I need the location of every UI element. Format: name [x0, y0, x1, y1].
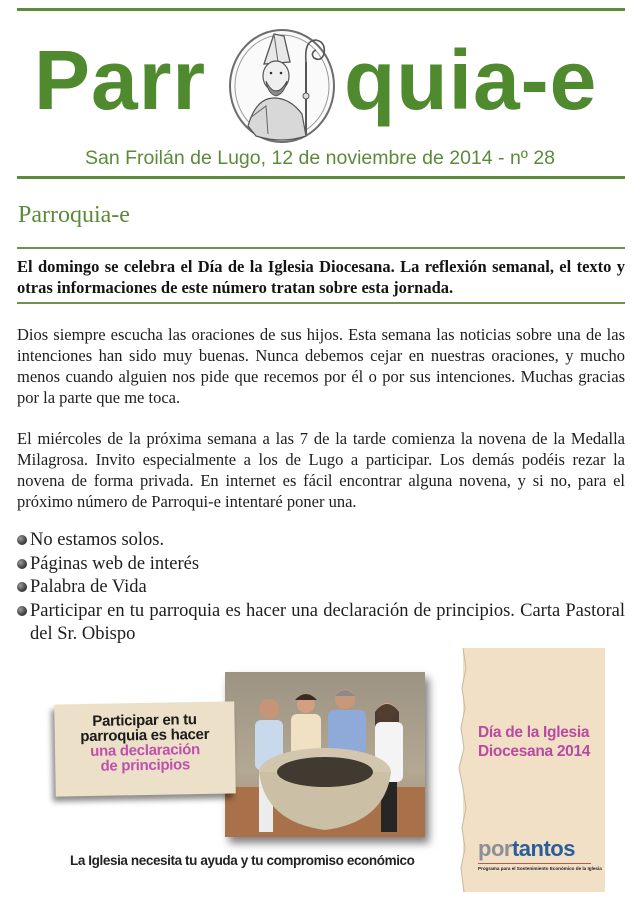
san-froilan-medallion-icon [226, 26, 338, 144]
portantos-tagline: Programa para el Sostenimiento Económico de la Iglesia [478, 866, 602, 871]
portantos-logo-por: por [478, 836, 512, 861]
bullet-icon [17, 582, 27, 592]
campaign-note-highlight: una declaración [90, 741, 201, 760]
campaign-note-line: Participar en tu [92, 711, 197, 730]
article-link-label[interactable]: No estamos solos. [30, 530, 165, 550]
portantos-divider [478, 863, 591, 864]
article-link-label[interactable]: Participar en tu parroquia es hacer una declaración de principios. Carta Pastoral del Sr. Obispo [30, 600, 625, 644]
masthead-title-right: quia-e [344, 33, 598, 127]
masthead-top-rule [17, 8, 625, 11]
bullet-icon [17, 606, 27, 616]
body-paragraph: Dios siempre escucha las oraciones de sus hijos. Esta semana las noticias sobre una de las intenciones han sido muy buenas. Nunca debemos cejar en nuestras oraciones, y mucho menos cuando alguien nos pide que recemos por él o por sus intenciones. Muchas gracias por la parte que me toca. [17, 325, 625, 407]
bullet-icon [17, 559, 27, 569]
campaign-caption: La Iglesia necesita tu ayuda y tu compromiso económico [70, 853, 415, 868]
article-link-paginas-web[interactable] [17, 553, 625, 577]
body-paragraph: El miércoles de la próxima semana a las 7 de la tarde comienza la novena de la Medalla Milagrosa. Invito especialmente a los de Lugo a participar. Los demás podéis rezar la novena de forma privada. En internet es fácil encontrar alguna novena, y si no, para el próximo número de Parroqui-e intentaré poner una. [17, 429, 625, 511]
article-link-list [17, 529, 625, 647]
portantos-logo-tantos: tantos [511, 836, 575, 861]
poster-title-line: Diocesana 2014 [478, 743, 591, 760]
article-link-label[interactable]: Páginas web de interés [30, 553, 200, 574]
portantos-logo [478, 836, 575, 862]
article-link-no-estamos-solos[interactable] [17, 529, 625, 553]
campaign-note-line: parroquia es hacer [80, 725, 210, 746]
poster-title [478, 723, 590, 761]
section-title: Parroquia-e [18, 202, 130, 228]
article-link-carta-pastoral[interactable] [17, 600, 625, 647]
lead-top-rule [17, 247, 625, 249]
campaign-note-highlight: de principios [100, 756, 191, 775]
bullet-icon [17, 535, 27, 545]
campaign-note [54, 701, 236, 796]
torn-paper-edge [456, 648, 470, 892]
poster-title-line: Día de la Iglesia [478, 724, 590, 741]
article-link-palabra-de-vida[interactable] [17, 576, 625, 600]
masthead-bottom-rule [17, 176, 625, 179]
article-link-label[interactable]: Palabra de Vida [30, 577, 147, 597]
masthead-title-left: Parr [34, 33, 207, 127]
issue-subtitle: San Froilán de Lugo, 12 de noviembre de 2014 - nº 28 [84, 147, 556, 169]
family-baptismal-font-photo [225, 672, 425, 837]
lead-bottom-rule [17, 302, 625, 304]
lead-paragraph: El domingo se celebra el Día de la Iglesia Diocesana. La reflexión semanal, el texto y otras informaciones de este número tratan sobre esta jornada. [17, 257, 625, 297]
